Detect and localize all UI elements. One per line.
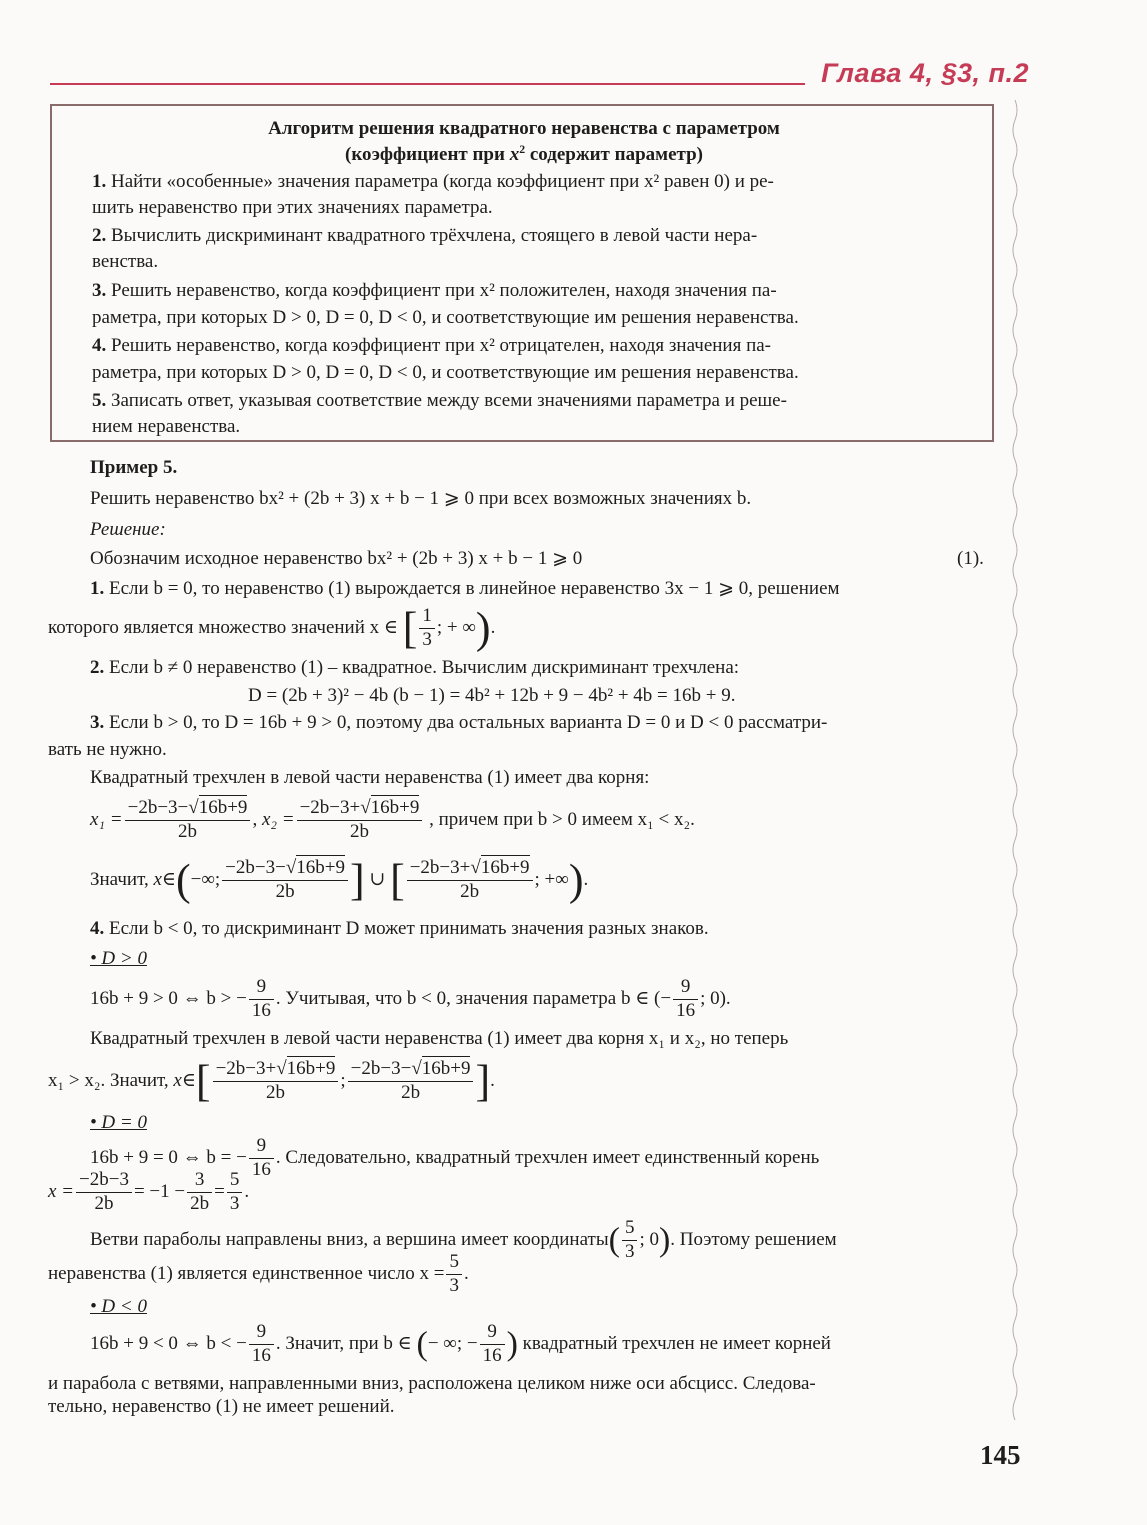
- subcase-d-negative-line-2: и парабола с ветвями, направленными вниз, расположена целиком ниже оси абсцисс. Следова-: [48, 1373, 816, 1394]
- subcase-d-zero-vertex: Ветви параболы направлены вниз, а вершина имеет координаты( $\frac{5}{3}$ ; 0). Поэтому решением: [90, 1217, 837, 1263]
- step-1-line-1: 1. Найти «особенные» значения параметра (когда коэффициент при x² равен 0) и ре-: [92, 171, 774, 192]
- solution-label: Решение:: [90, 519, 166, 540]
- step-5-line-2: нием неравенства.: [92, 416, 241, 437]
- case-3-line-2: вать не нужно.: [48, 739, 167, 760]
- case-1-line-1: 1. Если b = 0, то неравенство (1) вырождается в линейное неравенство 3x − 1 ⩾ 0, решением: [90, 578, 840, 599]
- subcase-d-negative-label: • D < 0: [90, 1296, 147, 1317]
- denote-line: Обозначим исходное неравенство bx² + (2b + 3) x + b − 1 ⩾ 0: [90, 548, 583, 569]
- interval-union-formula: Значит, x∈(−∞; $\frac{-2b-3-√16b+9}{2b}$ ] ∪ [ $\frac{-2b-3+√16b+9}{2b}$ ; +∞).: [90, 855, 589, 905]
- page-number: 145: [980, 1440, 1021, 1470]
- subcase-d-negative-line-3: тельно, неравенство (1) не имеет решений.: [48, 1396, 395, 1417]
- margin-wavy-line: [1011, 100, 1019, 1420]
- step-2-line-1: 2. Вычислить дискриминант квадратного трёхчлена, стоящего в левой части нера-: [92, 225, 758, 246]
- subcase-d-zero-label: • D = 0: [90, 1112, 147, 1133]
- step-3-line-1: 3. Решить неравенство, когда коэффициент при x² положителен, находя значения па-: [92, 280, 777, 301]
- subcase-d-positive-interval: x₁ > x₂. Значит, x∈[ $\frac{-2b-3+√16b+9}{2b}$ ; $\frac{-2b-3-√16b+9}{2b}$ ].: [48, 1056, 495, 1106]
- step-4-line-2: раметра, при которых D > 0, D = 0, D < 0, и соответствующие им решения неравенства.: [92, 362, 799, 383]
- algorithm-subtitle: (коэффициент при $x^2$ содержит параметр): [345, 142, 703, 165]
- case-4-line: 4. Если b < 0, то дискриминант D может принимать значения разных знаков.: [90, 918, 709, 939]
- case-3-line-3: Квадратный трехчлен в левой части неравенства (1) имеет два корня:: [90, 767, 650, 788]
- subcase-d-zero-line-1: 16b + 9 = 0 ⇔ b = − $\frac{9}{16}$ . Следовательно, квадратный трехчлен имеет единственный корень: [90, 1135, 820, 1181]
- subcase-d-positive-label: • D > 0: [90, 948, 147, 969]
- chapter-heading: Глава 4, §3, п.2: [821, 58, 1029, 88]
- example-task: Решить неравенство bx² + (2b + 3) x + b − 1 ⩾ 0 при всех возможных значениях b.: [90, 488, 752, 509]
- case-1-line-2: которого является множество значений x ∈ [ $\frac{1}{3}$ ; + ∞).: [48, 603, 496, 653]
- subcase-d-zero-root: x = $\frac{-2b-3}{2b}$ = −1 − $\frac{3}{2b}$ = $\frac{5}{3}$ .: [48, 1169, 250, 1215]
- subcase-d-positive-line-2: Квадратный трехчлен в левой части неравенства (1) имеет два корня x₁ и x₂, но теперь: [90, 1028, 789, 1049]
- algorithm-box: [50, 104, 994, 442]
- case-2-line: 2. Если b ≠ 0 неравенство (1) – квадратное. Вычислим дискриминант трехчлена:: [90, 657, 740, 678]
- roots-formula: x₁ = $\frac{-2b-3-√16b+9}{2b}$ , x₂ = $\frac{-2b-3+√16b+9}{2b}$ , причем при b > 0 имеем x₁ < x₂.: [90, 797, 695, 843]
- example-title: Пример 5.: [90, 457, 178, 478]
- step-2-line-2: венства.: [92, 251, 159, 272]
- case-3-line-1: 3. Если b > 0, то D = 16b + 9 > 0, поэтому два остальных варианта D = 0 и D < 0 рассматри-: [90, 712, 828, 733]
- step-3-line-2: раметра, при которых D > 0, D = 0, D < 0, и соответствующие им решения неравенства.: [92, 307, 799, 328]
- algorithm-title: Алгоритм решения квадратного неравенства с параметром: [268, 118, 780, 139]
- subcase-d-zero-answer: неравенства (1) является единственное число x = $\frac{5}{3}$ .: [48, 1251, 469, 1297]
- step-5-line-1: 5. Записать ответ, указывая соответствие между всеми значениями параметра и реше-: [92, 390, 787, 411]
- step-1-line-2: шить неравенство при этих значениях параметра.: [92, 197, 493, 218]
- subcase-d-positive-line-1: 16b + 9 > 0 ⇔ b > − $\frac{9}{16}$ . Учитывая, что b < 0, значения параметра b ∈ (− $\frac{9}{16}$ ; 0).: [90, 976, 731, 1022]
- equation-number: (1).: [957, 548, 984, 569]
- header-rule: [50, 83, 805, 85]
- step-4-line-1: 4. Решить неравенство, когда коэффициент при x² отрицателен, находя значения па-: [92, 335, 771, 356]
- discriminant-formula: D = (2b + 3)² − 4b (b − 1) = 4b² + 12b + 9 − 4b² + 4b = 16b + 9.: [248, 685, 736, 706]
- subcase-d-negative-line-1: 16b + 9 < 0 ⇔ b < − $\frac{9}{16}$ . Значит, при b ∈ (− ∞; − $\frac{9}{16}$ ) квадратный трехчлен не имеет корней: [90, 1321, 831, 1367]
